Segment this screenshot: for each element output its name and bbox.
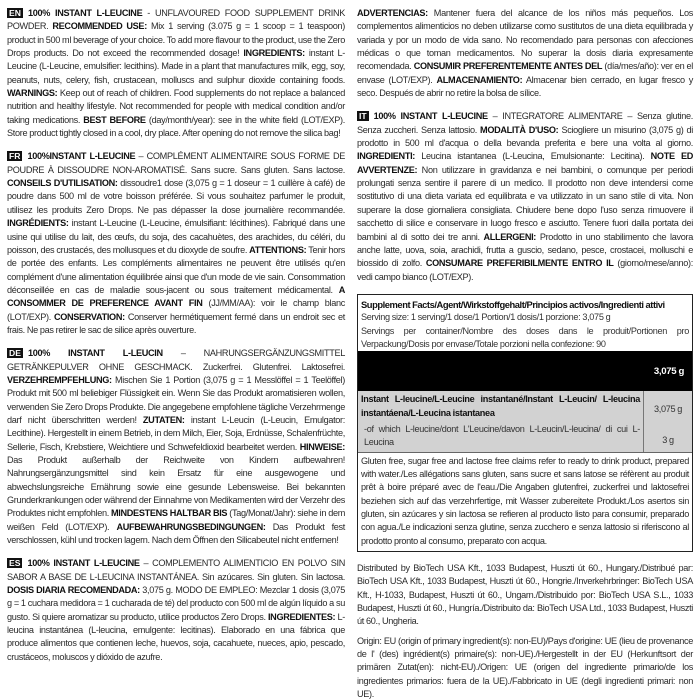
label-recommended-use: MODALITÀ D'USO: [480,124,559,135]
label-warnings: ATTENTIONS: [249,244,307,255]
label-recommended-use: DOSIS DIARIA RECOMENDADA: [7,585,140,596]
text-warnings: Mantener fuera del alcance de los niños más pequeños. Los complementos alimenticios no deben utilizarse como sustitutos de una dieta equilibrada y variada y por un modo de vida sano. No recomendado para personas con afecciones médicas o que toman medicamentos. No superar la dosis diaria expresamente recomendada. [357,8,693,72]
label-ingredients: INGRÉDIENTS: [7,218,69,229]
section-fr [7,150,345,337]
text-storage: Almacenar bien cerrado, en lugar fresco y seco. Después de abrir no retire la bolsa de sílice. [357,74,693,99]
label-storage: CONSERVATION: [53,311,125,322]
section-es-continued [357,7,693,100]
text-recommended-use: Mischen Sie 1 Portion (3,075 g = 1 Messlöffel = 1 Teelöffel) Produkt mit 500 ml beliebiger Flüssigkeit ein. Wenn Sie das Produkt aromatisieren wollen, verwenden Sie Zero Drops Produkte. Die angegebene empfohlene tägliche Verzehrmenge darf nicht überschritten werden! [7,374,345,425]
label-storage: ALMACENAMIENTO: [436,74,523,85]
ingredient-names [358,391,644,451]
product-name: 100% INSTANT L-LEUCIN [27,348,163,359]
ingredient-amounts [644,391,692,451]
section-it [357,110,693,283]
servings-per-container: Servings per container/Nombre des doses dans le produit/Portionen pro Verpackung/Dosis por envase/Totale porzioni nella confezione: 90 [361,325,689,349]
text-ingredients: instant L-Leucin (L-Leucin, Emulgator: Lecithine). Hergestellt in einem Betrieb, in dem Milch, Eier, Soja, Erdnüsse, Schalenfrüchte, Sellerie, Fisch, Krebstiere, Weichtiere und Schwefeldioxid bearbeitet werden. [7,414,345,452]
product-description: – COMPLEMENTO ALIMENTICIO EN POLVO SIN SABOR A BASE DE L-LEUCINA INSTANTÁNEA. Sin azúcares. Sin gluten. Sin lactosa. [7,558,345,582]
section-de [7,347,345,547]
text-best-before: (día/mes/año): ver en el envase (LOT/EXP). [357,61,693,85]
distributor-info: Distributed by BioTech USA Kft., 1033 Budapest, Huszti út 60., Hungary./Distribué par: BioTech USA Kft., 1033 Budapest, Huszti út 60., Hongrie./Inverkehrbringer: BioTech USA Kft., H-1033, Budapest, Huszti út 60., Ungarn./Distribuido por: BioTech USA S.L., 1033 Budapest, Huszti út 60., Hungría./Distribuito da: BioTech USA Ltd., 1033 Budapest, Huszti út 60., Ungheria. [357,563,693,627]
product-name: 100% INSTANT L-LEUCINE [373,111,488,122]
text-best-before: (Tag/Monat/Jahr): siehe in dem weißen Feld (LOT/EXP). [7,508,345,532]
section-es-text [7,557,345,664]
claims-note: Gluten free, sugar free and lactose free claims refer to ready to drink product, prepared with water./Les allégations sans gluten, sans sucre et sans latose se réfèrent au produit prêt à boire préparé avec de l'eau./Die Angaben glutenfrei, zuckerfrei und laktosefrei beziehen sich auf das verzehrfertige, mit Wasser zubereitete Produkt./Los asertos sin gluten, sin azúcares y sin lactosa se refieren al producto listo para consumir, preparado con agua./Le indicazioni senza glutine, senza zucchero e senza lattosio si riferiscono al prodotto pronto al consumo, preparato con acqua. [361,455,689,546]
label-ingredients: INGREDIENTS: [243,48,305,59]
serving-size: Serving size: 1 serving/1 dose/1 Portion/1 dosis/1 porzione: 3,075 g [361,312,611,323]
product-name: 100% INSTANT L-LEUCINE [27,8,143,18]
label-best-before: MINDESTENS HALTBAR BIS [111,508,228,519]
text-best-before: (JJ/MM/AA): voir le champ blanc (LOT/EXP). [7,298,345,322]
label-best-before: BEST BEFORE [83,114,146,125]
section-es [7,557,345,664]
ingredient-amount: 3,075 g [653,404,682,415]
sub-ingredient-name: -of which L-leucine/dont L'Leucine/davon L-Leucin/L-leucina/ di cui L-Leucina [364,423,640,448]
supplement-facts-table [357,294,693,552]
origin-info: Origin: EU (origin of primary ingredient(s): non-EU)/Pays d'origine: UE (lieu de provenance de l' (des) ingrédient(s) primaire(s): non-UE)./Hergestellt in der EU (Herkunftsort der primären Zutat(en): nicht-EU)./Origen: UE (origen del ingrediente primario/de los ingredientes primarios: fuera de la UE)./Fabbricato in UE (degli ingredienti primari: non UE). [357,635,693,700]
product-description: – NAHRUNGSERGÄNZUNGSMITTEL GETRÄNKEPULVER OHNE GESCHMACK. Zuckerfrei. Glutenfrei. Laktosefrei. [7,348,345,372]
section-es-continued-text [357,7,693,100]
facts-title: Supplement Facts/Agent/Wirkstoffgehalt/Principios activos/Ingredienti attivi [361,298,665,310]
text-recommended-use: Mix 1 serving (3.075 g = 1 scoop = 1 teaspoon) product in 500 ml beverage of your choice. To add more flavour to the product, use the Zero Drops products. Do not exceed the recommended dosage! [7,21,345,59]
label-best-before: CONSUMARE PREFERIBILMENTE ENTRO IL [425,258,614,269]
label-warnings: ADVERTENCIAS: [357,8,428,18]
text-ingredients: instant L-Leucine (L-Leucine, emulsifier: lecithins). Made in a plant that manufactures milk, egg, soy, peanuts, nuts, celery, fish, crustacean, molluscs and sulphur dioxide containing foods. [7,48,345,85]
text-ingredients: Leucina istantanea (L-Leucina, Emulsionante: Lecitina). [415,151,651,162]
header-amount: 3,075 g [653,365,684,377]
label-best-before: A CONSOMMER DE PREFERENCE AVANT FIN [7,284,345,309]
section-en [7,7,345,140]
text-warnings: Das Produkt außerhalb der Reichweite von Kindern aufbewahren! Nahrungsergänzungsmittel sind kein Ersatz für eine ausgewogene und abwechslungsreiche Ernährung sowie eine gesunde Lebensweise. Bei bekannten Grunderkrankungen oder während der Einnahme von Medikamenten wird der Verzehr des Produktes nicht empfohlen. [7,455,345,519]
language-badge-en: EN [9,8,21,18]
language-badge-es: ES [9,558,21,569]
ingredient-row [358,391,692,452]
text-storage: Das Produkt fest verschlossen, kühl und trocken lagern. Nach dem Öffnen den Silicabeutel nicht entfernen! [7,521,346,546]
label-best-before: CONSUMIR PREFERENTEMENTE ANTES DEL [413,61,603,72]
facts-header-row [358,351,692,391]
language-badge-it: IT [359,111,367,122]
language-badge-fr: FR [9,151,21,162]
label-warnings: HINWEISE: [299,441,345,452]
product-name: 100%INSTANT L-LEUCINE [27,151,136,162]
product-description: - UNFLAVOURED FOOD SUPPLEMENT DRINK POWDER. [7,8,345,32]
sub-ingredient-amount: 3 g [662,434,674,445]
text-recommended-use: 3,075 g. MODO DE EMPLEO: Mezclar 1 dosis (3,075 g = 1 cuchara medidora = 1 cucharada de té) del producto con 500 ml de algún líquido a su gusto. Si quiere aromatizar su producto, utilice productos Zero Drops. [7,585,345,622]
product-description: – INTEGRATORE ALIMENTARE – Senza glutine. Senza zuccheri. Senza lattosio. [357,111,693,135]
label-recommended-use: CONSEILS D'UTILISATION: [7,178,118,189]
text-ingredients: instant L-Leucine (L-Leucine, émulsifiant: lécithines). Fabriqué dans une usine qui utilise du lait, des œufs, du soja, des cacahuètes, des arachides, du céléri, du poisson, des crustacés, des mollusques et du dioxyde de soufre. [7,218,345,255]
left-column [7,7,345,674]
ingredient-name: Instant L-leucine/L-Leucine instantané/Instant L-Leucin/ L-leucina instantáena/L-Leucina istantanea [361,394,640,418]
label-recommended-use: RECOMMENDED USE: [52,21,147,32]
text-allergens: Prodotto in uno stabilimento che lavora anche latte, uova, soia, arachidi, frutta a guscio, sedano, pesce, crostacei, molluschi e biossido di zolfo. [357,231,693,269]
text-best-before: (day/month/year): see in the white field (LOT/EXP). Store product tightly closed in a cool, dry place. After opening do not remove the silica bag! [7,114,345,139]
section-it-text [357,110,693,283]
label-warnings: WARNINGS: [7,88,58,99]
language-badge-de: DE [9,348,21,359]
text-warnings: Non utilizzare in gravidanza e nei bambini, o comunque per periodi prolungati senza sentire il parere di un medico. Il prodotto non deve intendersi come sostitutivo di una dieta variata ed equilibrata e va utilizzato in un sano stile di vita. Non superare la dose giornaliera consigliata. Chiudere bene dopo l'uso senza rimuovere il sacchetto di silice e conservare in luogo fresco e asciutto. Tenere fuori dalla portata dei bambini al di sotto dei tre anni. [357,164,693,242]
label-ingredients: INGREDIENTI: [357,151,416,162]
section-de-text [7,347,345,547]
label-ingredients: ZUTATEN: [142,414,185,425]
label-recommended-use: VERZEHREMPFEHLUNG: [7,374,112,385]
text-storage: Conserver hermétiquement fermé dans un endroit sec et frais. Ne pas retirer le sac de silice après ouverture. [7,311,346,335]
section-fr-text [7,150,345,337]
section-en-text [7,7,345,140]
label-warnings: NOTE ED AVVERTENZE: [357,151,693,175]
label-allergens: ALLERGENI: [483,231,537,242]
product-description: – COMPLÉMENT ALIMENTAIRE SOUS FORME DE POUDRE À DISSOUDRE NON-AROMATISÉ. Sans sucre. Sans gluten. Sans lactose. [7,151,345,175]
text-warnings: Keep out of reach of children. Food supplements do not replace a balanced nutrition and healthy lifestyle. Not recommended for people with medical condition and/or taking medications. [7,88,345,125]
text-recommended-use: Sciogliere un misurino (3,075 g) di prodotto in 500 ml d'acqua o della bevanda preferita e bere una volta al giorno. [357,124,694,149]
label-ingredients: INGREDIENTES: [267,611,336,622]
label-storage: AUFBEWAHRUNGSBEDINGUNGEN: [116,521,266,532]
product-name: 100% INSTANT L-LEUCINE [27,558,140,569]
text-warnings: Tenir hors de portée des enfants. Les compléments alimentaires ne peuvent être utilisés qu'en complément d'une alimentation équilibrée ainsi que d'un mode de vie sain. Consommation déconseillée en cas de maladie sous-jacent ou sous traitement médicamental. [7,244,346,295]
text-ingredients: L-leucina instantánea (L-leucina, emulgente: lecitinas). Elaborado en una fábrica que produce alimentos que contienen leche, huevos, soja, cacahuete, nueces, apio, pescado, crustáceos, moluscos y dióxido de azufre. [7,611,345,662]
text-best-before: (giorno/mese/anno): vedi campo bianco (LOT/EXP). [357,258,693,282]
text-recommended-use: dissoudre1 dose (3,075 g = 1 doseur = 1 cuillère à café) de poudre dans 500 ml de votre boisson préférée. Si vous souhaitez parfumer le produit, utilisez les produits Zero Drops. Ne pas dépasser la dose journalière recommandée. [7,178,345,215]
right-column [357,7,693,700]
